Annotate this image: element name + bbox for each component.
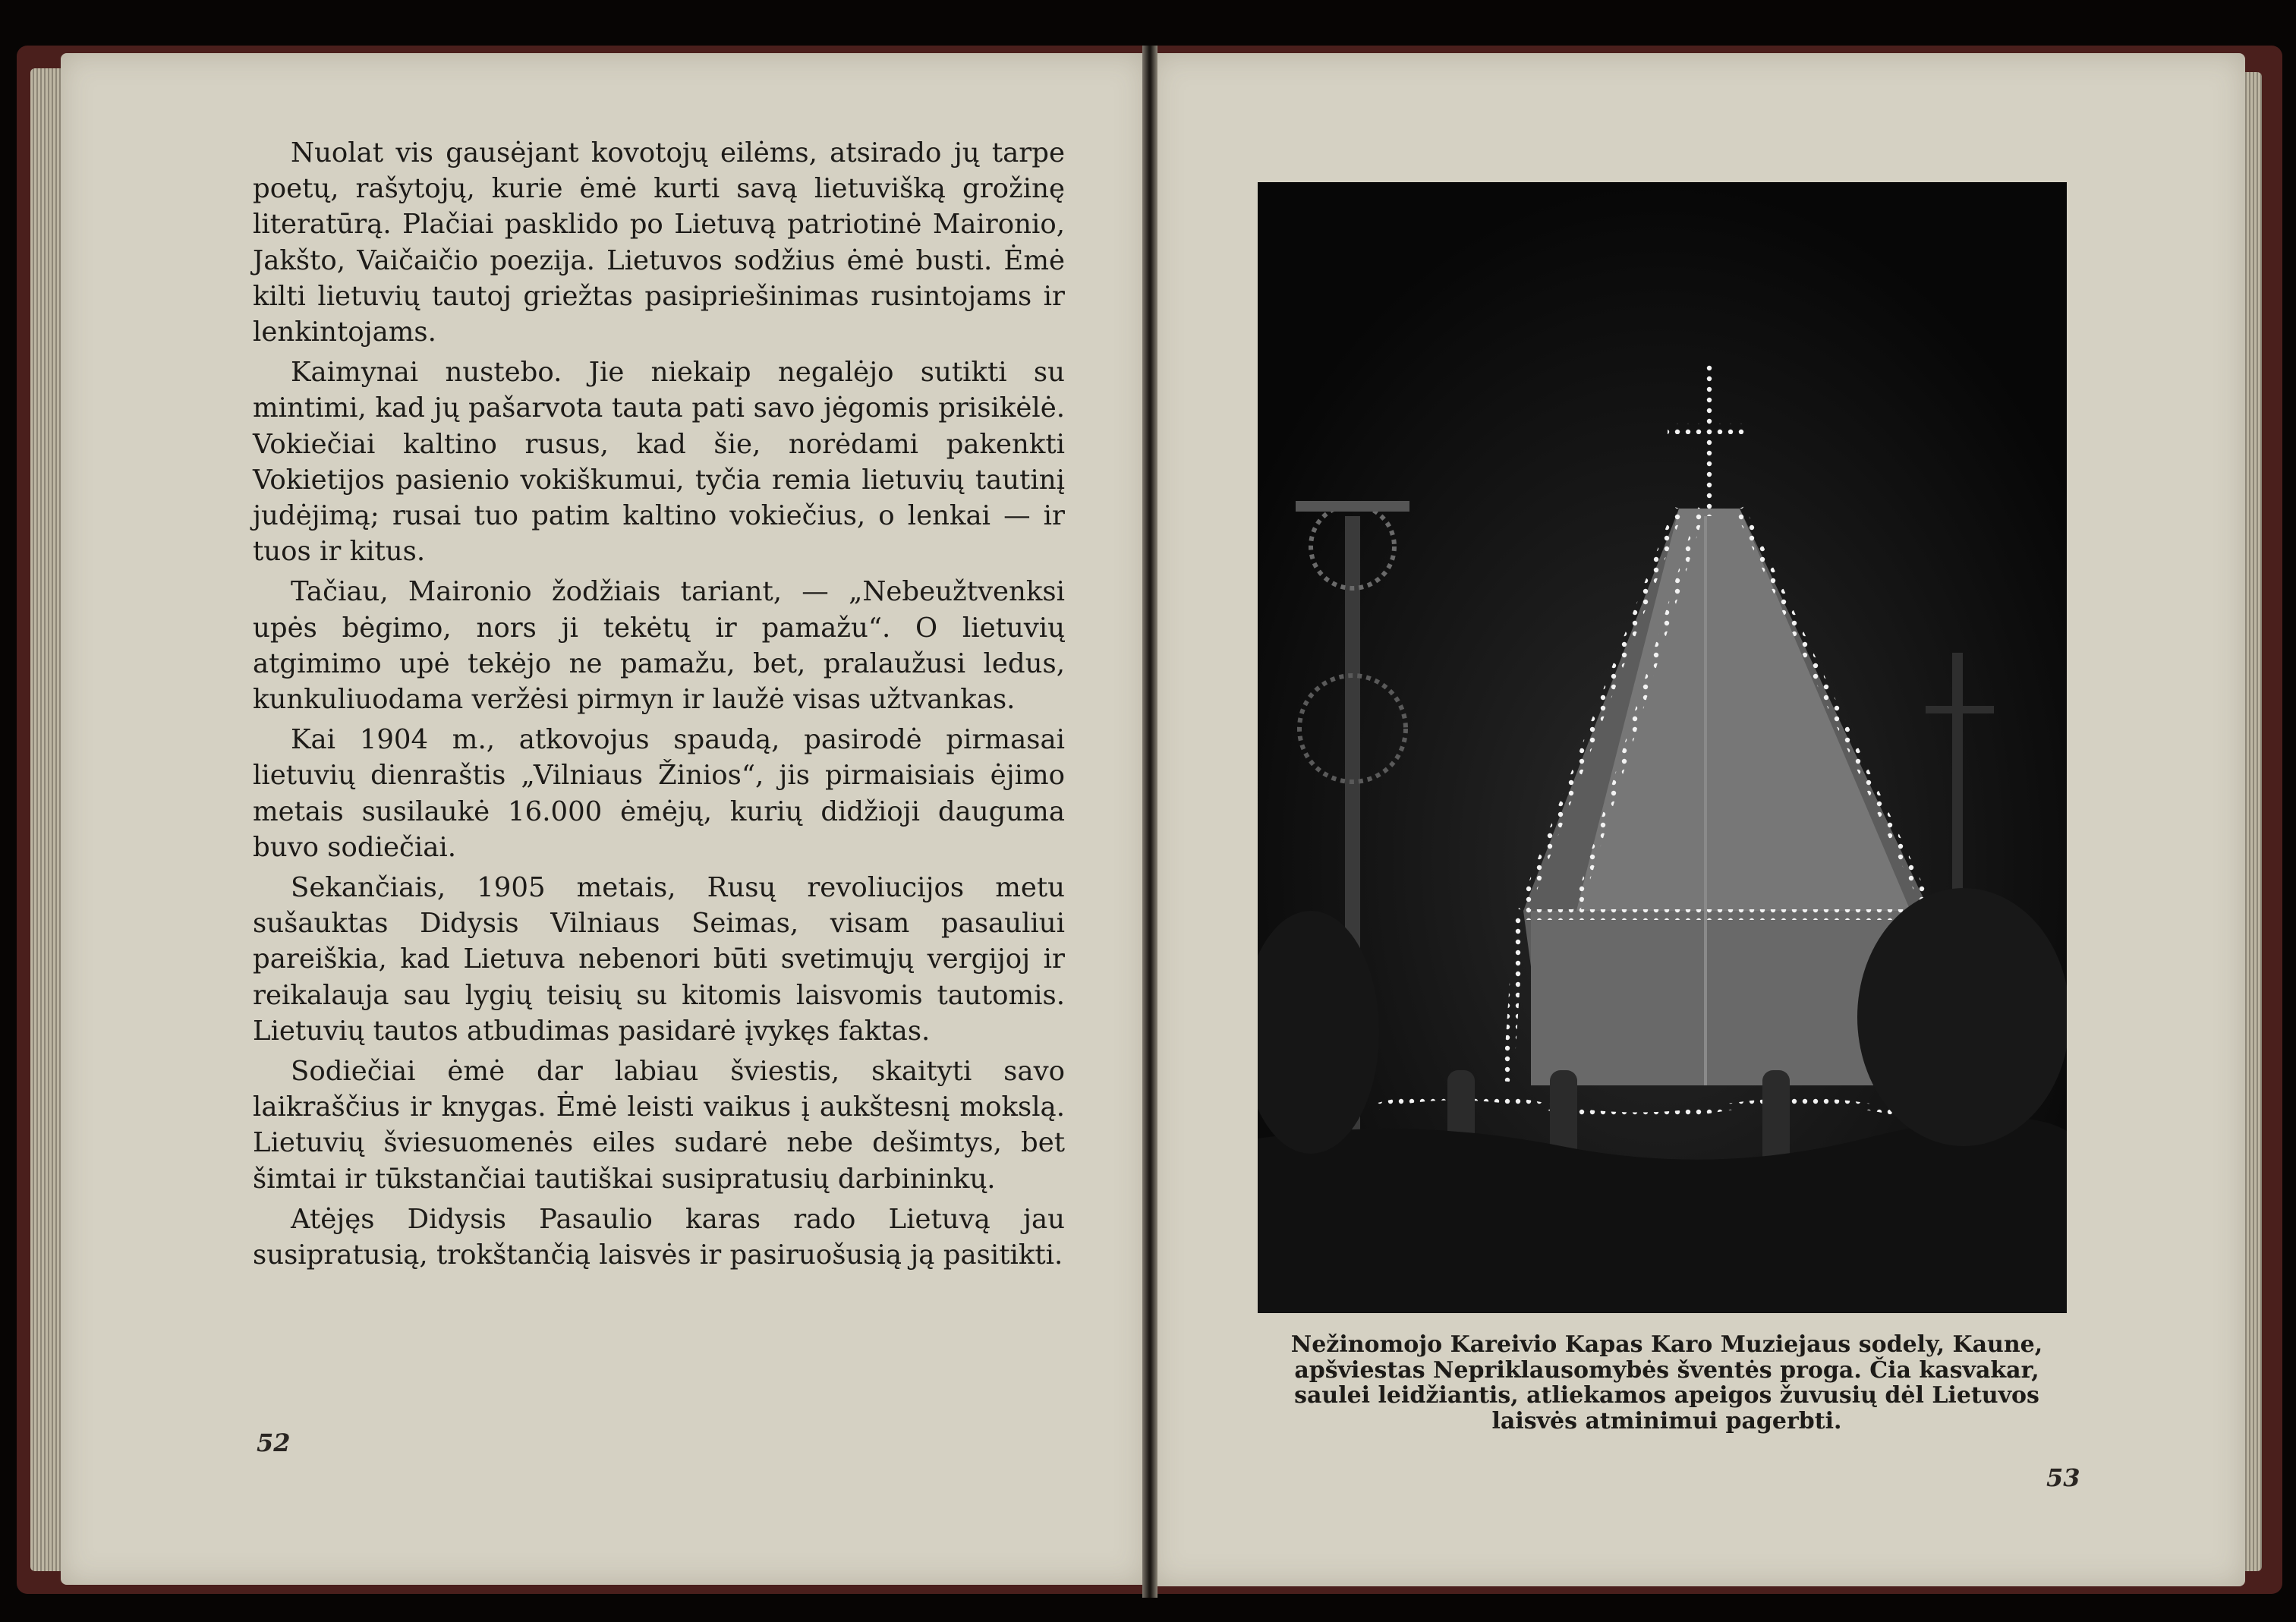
book-gutter xyxy=(1142,46,1157,1598)
paragraph: Atėjęs Didysis Pasaulio karas rado Lietuvą jau susipratusią, trokštančią laisvės ir pasiruošusią ją pasitikti. xyxy=(253,1203,1065,1271)
paragraph: Tačiau, Maironio žodžiais tariant, — „Nebeužtvenksi upės bėgimo, nors ji tekėtų ir pamažu“. O lietuvių atgimimo upė tekėjo ne pamažu, bet, pralaužusi ledus, kunkuliuodama veržėsi pirmyn ir laužė visas užtvankas. xyxy=(253,576,1065,716)
left-page-text xyxy=(253,135,1065,1277)
left-page-stack xyxy=(30,68,65,1571)
right-page-number: 53 xyxy=(2046,1463,2080,1492)
left-page-number: 52 xyxy=(257,1428,291,1457)
paragraph: Kai 1904 m., atkovojus spaudą, pasirodė pirmasai lietuvių dienraštis „Vilniaus Žinios“, jis pirmaisiais ėjimo metais susilaukė 16.000 ėmėjų, kurių didžioji dauguma buvo sodiečiai. xyxy=(253,724,1065,863)
illuminated-monument-illustration xyxy=(1258,182,2067,1313)
photo-caption: Nežinomojo Kareivio Kapas Karo Muziejaus sodely, Kaune, apšviestas Nepriklausomybės šventės proga. Čia kasvakar, saulei leidžiantis, atliekamos apeigos žuvusių dėl Lietuvos laisvės atminimui pagerbti. xyxy=(1290,1331,2043,1435)
paragraph: Kaimynai nustebo. Jie niekaip negalėjo sutikti su mintimi, kad jų pašarvota tauta pati savo jėgomis prisikėlė. Vokiečiai kaltino rusus, kad šie, norėdami pakenkti Vokietijos pasienio vokiškumui, tyčia remia lietuvių tautinį judėjimą; rusai tuo patim kaltino vokiečius, o lenkai — ir tuos ir kitus. xyxy=(253,357,1065,568)
paragraph: Sodiečiai ėmė dar labiau šviestis, skaityti savo laikraščius ir knygas. Ėmė leisti vaikus į aukštesnį mokslą. Lietuvių šviesuomenės eiles sudarė nebe dešimtys, bet šimtai ir tūkstančiai tautiškai susipratusių darbininkų. xyxy=(253,1056,1065,1195)
paragraph: Nuolat vis gausėjant kovotojų eilėms, atsirado jų tarpe poetų, rašytojų, kurie ėmė kurti savą lietuvišką grožinę literatūrą. Plačiai pasklido po Lietuvą patriotinė Maironio, Jakšto, Vaičaičio poezija. Lietuvos sodžius ėmė busti. Ėmė kilti lietuvių tautoj griežtas pasipriešinimas rusintojams ir lenkintojams. xyxy=(253,137,1065,348)
monument-photo xyxy=(1258,182,2067,1313)
paragraph: Sekančiais, 1905 metais, Rusų revoliucijos metu sušauktas Didysis Vilniaus Seimas, visam pasauliui pareiškia, kad Lietuva nebenori būti svetimųjų vergijoj ir reikalauja sau lygių teisių su kitomis laisvomis tautomis. Lietuvių tautos atbudimas pasidarė įvykęs faktas. xyxy=(253,872,1065,1047)
